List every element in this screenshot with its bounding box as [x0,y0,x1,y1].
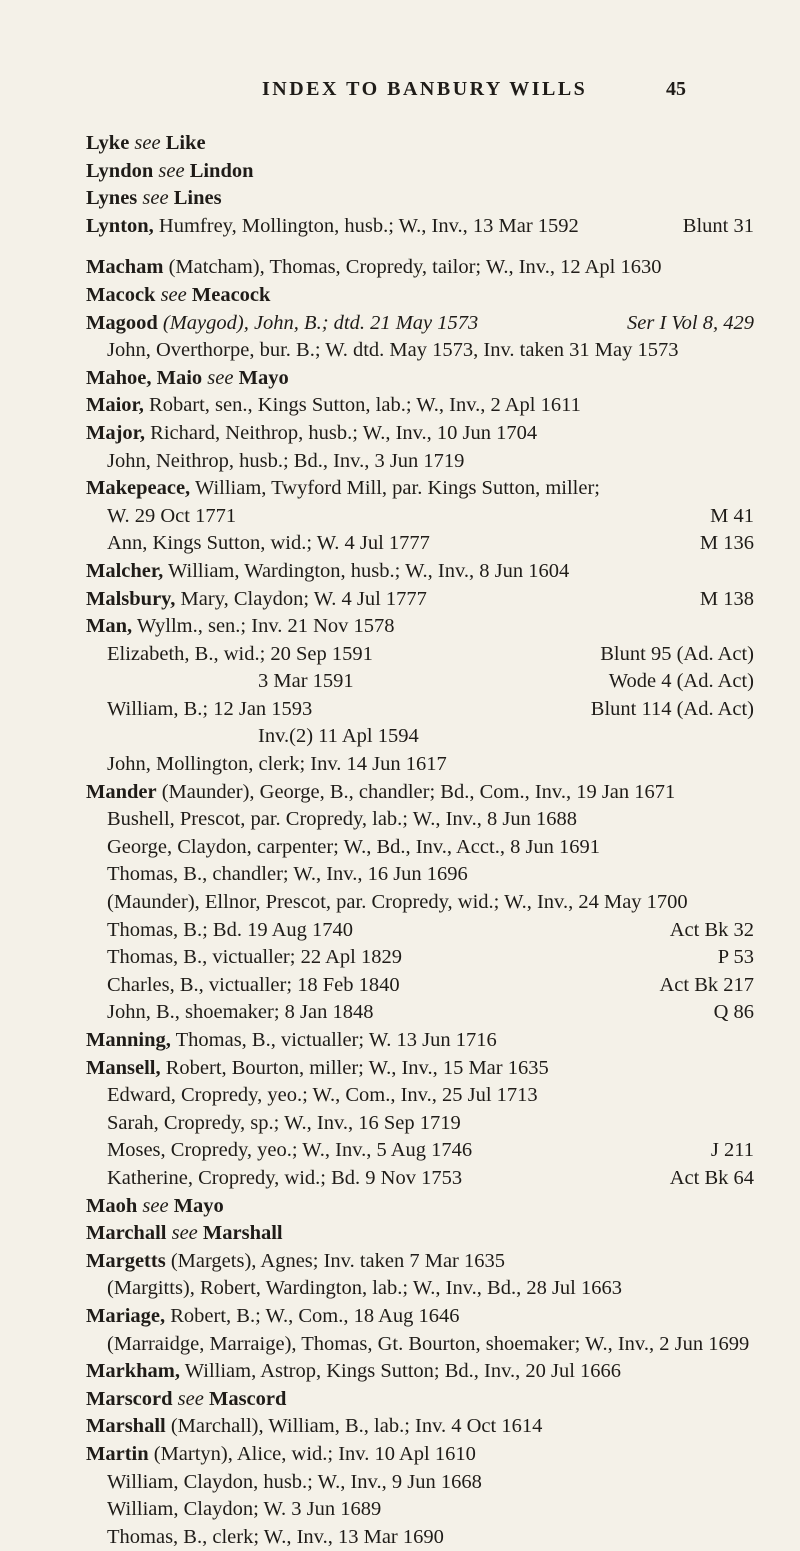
section-gap [0,240,800,254]
entry-details: William, B.; 12 Jan 1593 [107,697,313,720]
entry-details: John, Mollington, clerk; Inv. 14 Jun 1617 [107,753,447,776]
cross-reference-headword: Lindon [189,159,254,182]
entry-text [107,1082,538,1110]
entry-details: George, Claydon, carpenter; W., Bd., Inv., Acct., 8 Jun 1691 [107,835,601,858]
index-entry [0,420,800,448]
entry-text [258,723,419,751]
headword: Magood [86,311,158,334]
entry-details: Edward, Cropredy, yeo.; W., Com., Inv., 25 Jul 1713 [107,1084,538,1107]
headword: Manning, [86,1029,171,1051]
headword: Mariage, [86,1304,166,1327]
index-subentry [0,530,800,558]
entry-text [86,282,270,310]
entry-text [86,158,254,186]
volume-reference: P 53 [717,946,754,969]
cross-reference-headword: Mayo [173,1194,224,1217]
index-subentry [0,999,800,1027]
index-subentry [0,1496,800,1524]
entry-details: William, Twyford Mill, par. Kings Sutton, miller; [194,477,601,500]
headword: Marchall [86,1222,167,1245]
volume-reference: M 136 [699,532,754,555]
index-entry [0,158,800,186]
see-reference: see [142,187,169,210]
volume-reference: Act Bk 32 [669,918,754,941]
index-subentry [0,448,800,476]
index-subentry [0,889,800,917]
index-subentry [0,1082,800,1110]
entry-text [86,1027,497,1055]
entry-details: Mary, Claydon; W. 4 Jul 1777 [180,587,427,610]
index-entry [0,1248,800,1276]
entry-details: W. 29 Oct 1771 [107,504,237,527]
entry-text [86,779,675,807]
entry-text [86,392,581,420]
index-subentry [0,917,800,945]
cross-reference-headword: Mascord [208,1387,287,1410]
index-subentry [0,723,800,751]
headword: Malsbury, [86,587,176,610]
headword: Markham, [86,1360,180,1383]
entry-text [86,420,537,448]
index-subentry [0,696,800,724]
entry-text [86,1248,505,1276]
entry-details: William, Astrop, Kings Sutton; Bd., Inv., 20 Jul 1666 [184,1360,622,1383]
index-subentry [0,861,800,889]
see-reference: see [177,1387,204,1410]
entry-text [86,586,427,614]
entry-details: Ann, Kings Sutton, wid.; W. 4 Jul 1777 [107,532,430,555]
volume-reference: J 211 [710,1139,754,1162]
index-entry [0,1220,800,1248]
headword: Mansell, [86,1056,161,1079]
index-subentry [0,1137,800,1165]
index-subentry [0,944,800,972]
entry-text [86,1303,460,1331]
index-entry [0,1303,800,1331]
entry-text [86,254,661,282]
see-reference: see [158,159,185,182]
index-subentry [0,1524,800,1551]
entry-details: Robert, B.; W., Com., 18 Aug 1646 [170,1304,460,1327]
index-entry [0,613,800,641]
entry-details: (Margets), Agnes; Inv. taken 7 Mar 1635 [170,1249,506,1272]
headword: Macham [86,256,164,279]
index-entry [0,282,800,310]
entry-details: Thomas, B., victualler; W. 13 Jun 1716 [175,1029,497,1051]
headword: Makepeace, [86,477,191,500]
volume-reference: Blunt 114 (Ad. Act) [590,697,754,720]
index-entry [0,779,800,807]
entry-text [258,668,354,696]
index-subentry [0,668,800,696]
cross-reference-headword: Meacock [191,283,271,306]
volume-reference: Wode 4 (Ad. Act) [608,670,754,693]
page-number: 45 [666,78,686,100]
entry-text [107,1275,622,1303]
entry-details: Inv.(2) 11 Apl 1594 [258,725,419,748]
headword: Lyke [86,132,130,154]
index-entry [0,1386,800,1414]
entry-details: Richard, Neithrop, husb.; W., Inv., 10 Jun 1704 [150,421,538,444]
headword: Maior, [86,394,144,417]
index-subentry [0,641,800,669]
headword: Lyndon [86,159,154,182]
headword: Macock [86,283,156,306]
entry-details: John, B., shoemaker; 8 Jan 1848 [107,1001,374,1024]
index-subentry [0,1110,800,1138]
entry-text [107,1469,482,1497]
entry-details: Katherine, Cropredy, wid.; Bd. 9 Nov 1753 [107,1166,463,1189]
entry-text [86,213,579,241]
volume-reference: Act Bk 64 [669,1166,754,1189]
entry-details: Moses, Cropredy, yeo.; W., Inv., 5 Aug 1746 [107,1139,473,1162]
headword: Mander [86,780,157,803]
cross-reference-headword: Marshall [202,1222,283,1245]
headword: Man, [86,615,133,638]
volume-reference: Blunt 95 (Ad. Act) [600,642,754,665]
entry-text [86,185,222,213]
entry-text [107,641,373,669]
see-reference: see [134,132,161,154]
index-subentry [0,834,800,862]
entry-text [86,1193,224,1221]
index-subentry [0,751,800,779]
entry-text [86,1413,542,1441]
entry-text [86,1055,549,1083]
index-entry [0,310,800,338]
index-entry [0,213,800,241]
entry-text [107,1110,461,1138]
entry-text [86,1358,621,1386]
entry-text [86,1441,476,1469]
entry-details: Thomas, B.; Bd. 19 Aug 1740 [107,918,354,941]
entry-details: Robart, sen., Kings Sutton, lab.; W., Inv., 2 Apl 1611 [149,394,581,417]
entry-text [86,365,289,393]
volume-reference: Q 86 [713,1001,754,1024]
volume-reference: Blunt 31 [682,214,754,237]
entry-details: Sarah, Cropredy, sp.; W., Inv., 16 Sep 1719 [107,1111,461,1134]
index-entry [0,185,800,213]
entry-text [86,613,395,641]
entry-details: (Maunder), Ellnor, Prescot, par. Cropredy, wid.; W., Inv., 24 May 1700 [107,891,688,914]
index-entry [0,392,800,420]
volume-reference: M 138 [699,587,754,610]
index-subentry [0,1165,800,1193]
index-subentry [0,1275,800,1303]
entry-details: William, Claydon; W. 3 Jun 1689 [107,1498,382,1521]
entry-text [107,972,400,1000]
entry-text [86,310,478,338]
entry-text [107,917,353,945]
entry-details: William, Wardington, husb.; W., Inv., 8 Jun 1604 [168,559,570,582]
headword: Major, [86,421,146,444]
index-entry [0,254,800,282]
index-entry [0,1055,800,1083]
entry-text [86,475,600,503]
entry-text [107,1165,462,1193]
headword: Margetts [86,1249,166,1272]
index-entry [0,586,800,614]
entry-text [107,503,236,531]
entry-details: John, Overthorpe, bur. B.; W. dtd. May 1573, Inv. taken 31 May 1573 [107,339,679,362]
headword: Martin [86,1442,149,1465]
entry-details: John, Neithrop, husb.; Bd., Inv., 3 Jun 1719 [107,449,465,472]
index-entry [0,1358,800,1386]
see-reference: see [207,366,234,389]
entry-details: Thomas, B., victualler; 22 Apl 1829 [107,946,402,969]
entry-text [107,834,600,862]
entry-details: Robert, Bourton, miller; W., Inv., 15 Mar 1635 [165,1056,549,1079]
entry-details: Elizabeth, B., wid.; 20 Sep 1591 [107,642,373,665]
index-subentry [0,337,800,365]
entry-text [107,337,678,365]
index-subentry [0,503,800,531]
entry-text [107,448,464,476]
entry-text [86,1220,283,1248]
entry-details: 3 Mar 1591 [258,670,354,693]
index-subentry [0,806,800,834]
index-entries [0,130,800,1551]
entry-text [86,1386,286,1414]
index-entry [0,558,800,586]
headword: Lynes [86,187,138,210]
cross-reference-headword: Mayo [238,366,289,389]
index-entry [0,1413,800,1441]
volume-reference: Ser I Vol 8, 429 [627,311,754,334]
see-reference: see [160,283,187,306]
cross-reference-headword: Like [165,132,206,154]
entry-details: Wyllm., sen.; Inv. 21 Nov 1578 [136,615,395,638]
see-reference: see [171,1222,198,1245]
entry-text [107,999,373,1027]
headword: Lynton, [86,214,154,237]
entry-text [86,130,206,158]
entry-details: (Martyn), Alice, wid.; Inv. 10 Apl 1610 [153,1442,476,1465]
entry-text [107,889,688,917]
headword: Mahoe, Maio [86,366,203,389]
entry-text [86,558,569,586]
cross-reference-headword: Lines [173,187,222,210]
index-subentry [0,1469,800,1497]
entry-text [107,1137,472,1165]
entry-details: (Marraidge, Marraige), Thomas, Gt. Bourton, shoemaker; W., Inv., 2 Jun 1699 [107,1332,750,1355]
headword: Marscord [86,1387,173,1410]
entry-details: (Margitts), Robert, Wardington, lab.; W., Inv., Bd., 28 Jul 1663 [107,1277,623,1300]
entry-details: Charles, B., victualler; 18 Feb 1840 [107,973,400,996]
see-reference: see [142,1194,169,1217]
index-entry [0,475,800,503]
entry-text [107,1331,749,1359]
index-entry [0,1027,800,1055]
headword: Maoh [86,1194,138,1217]
entry-details: Thomas, B., clerk; W., Inv., 13 Mar 1690 [107,1525,444,1548]
headword: Malcher, [86,559,164,582]
entry-text [107,1524,444,1551]
header-title: INDEX TO BANBURY WILLS [262,78,588,100]
entry-details: (Marchall), William, B., lab.; Inv. 4 Oct 1614 [170,1415,543,1438]
entry-text [107,696,312,724]
entry-text [107,751,447,779]
entry-details: William, Claydon, husb.; W., Inv., 9 Jun 1668 [107,1470,482,1493]
volume-reference: Act Bk 217 [659,973,754,996]
entry-details: (Matcham), Thomas, Cropredy, tailor; W., Inv., 12 Apl 1630 [168,256,662,279]
entry-details: Bushell, Prescot, par. Cropredy, lab.; W., Inv., 8 Jun 1688 [107,808,577,831]
volume-reference: M 41 [710,504,754,527]
index-entry [0,365,800,393]
index-entry [0,1441,800,1469]
entry-text [107,1496,381,1524]
entry-text [107,806,577,834]
index-entry [0,1193,800,1221]
entry-text [107,861,468,889]
entry-details: Humfrey, Mollington, husb.; W., Inv., 13 Mar 1592 [158,214,579,237]
entry-text [107,530,430,558]
entry-details: (Maunder), George, B., chandler; Bd., Com., Inv., 19 Jan 1671 [161,780,676,803]
index-subentry [0,972,800,1000]
index-entry [0,130,800,158]
entry-text [107,944,402,972]
headword: Marshall [86,1415,166,1438]
index-subentry [0,1331,800,1359]
entry-details: Thomas, B., chandler; W., Inv., 16 Jun 1696 [107,863,468,886]
entry-details: (Maygod), John, B.; dtd. 21 May 1573 [162,311,479,334]
